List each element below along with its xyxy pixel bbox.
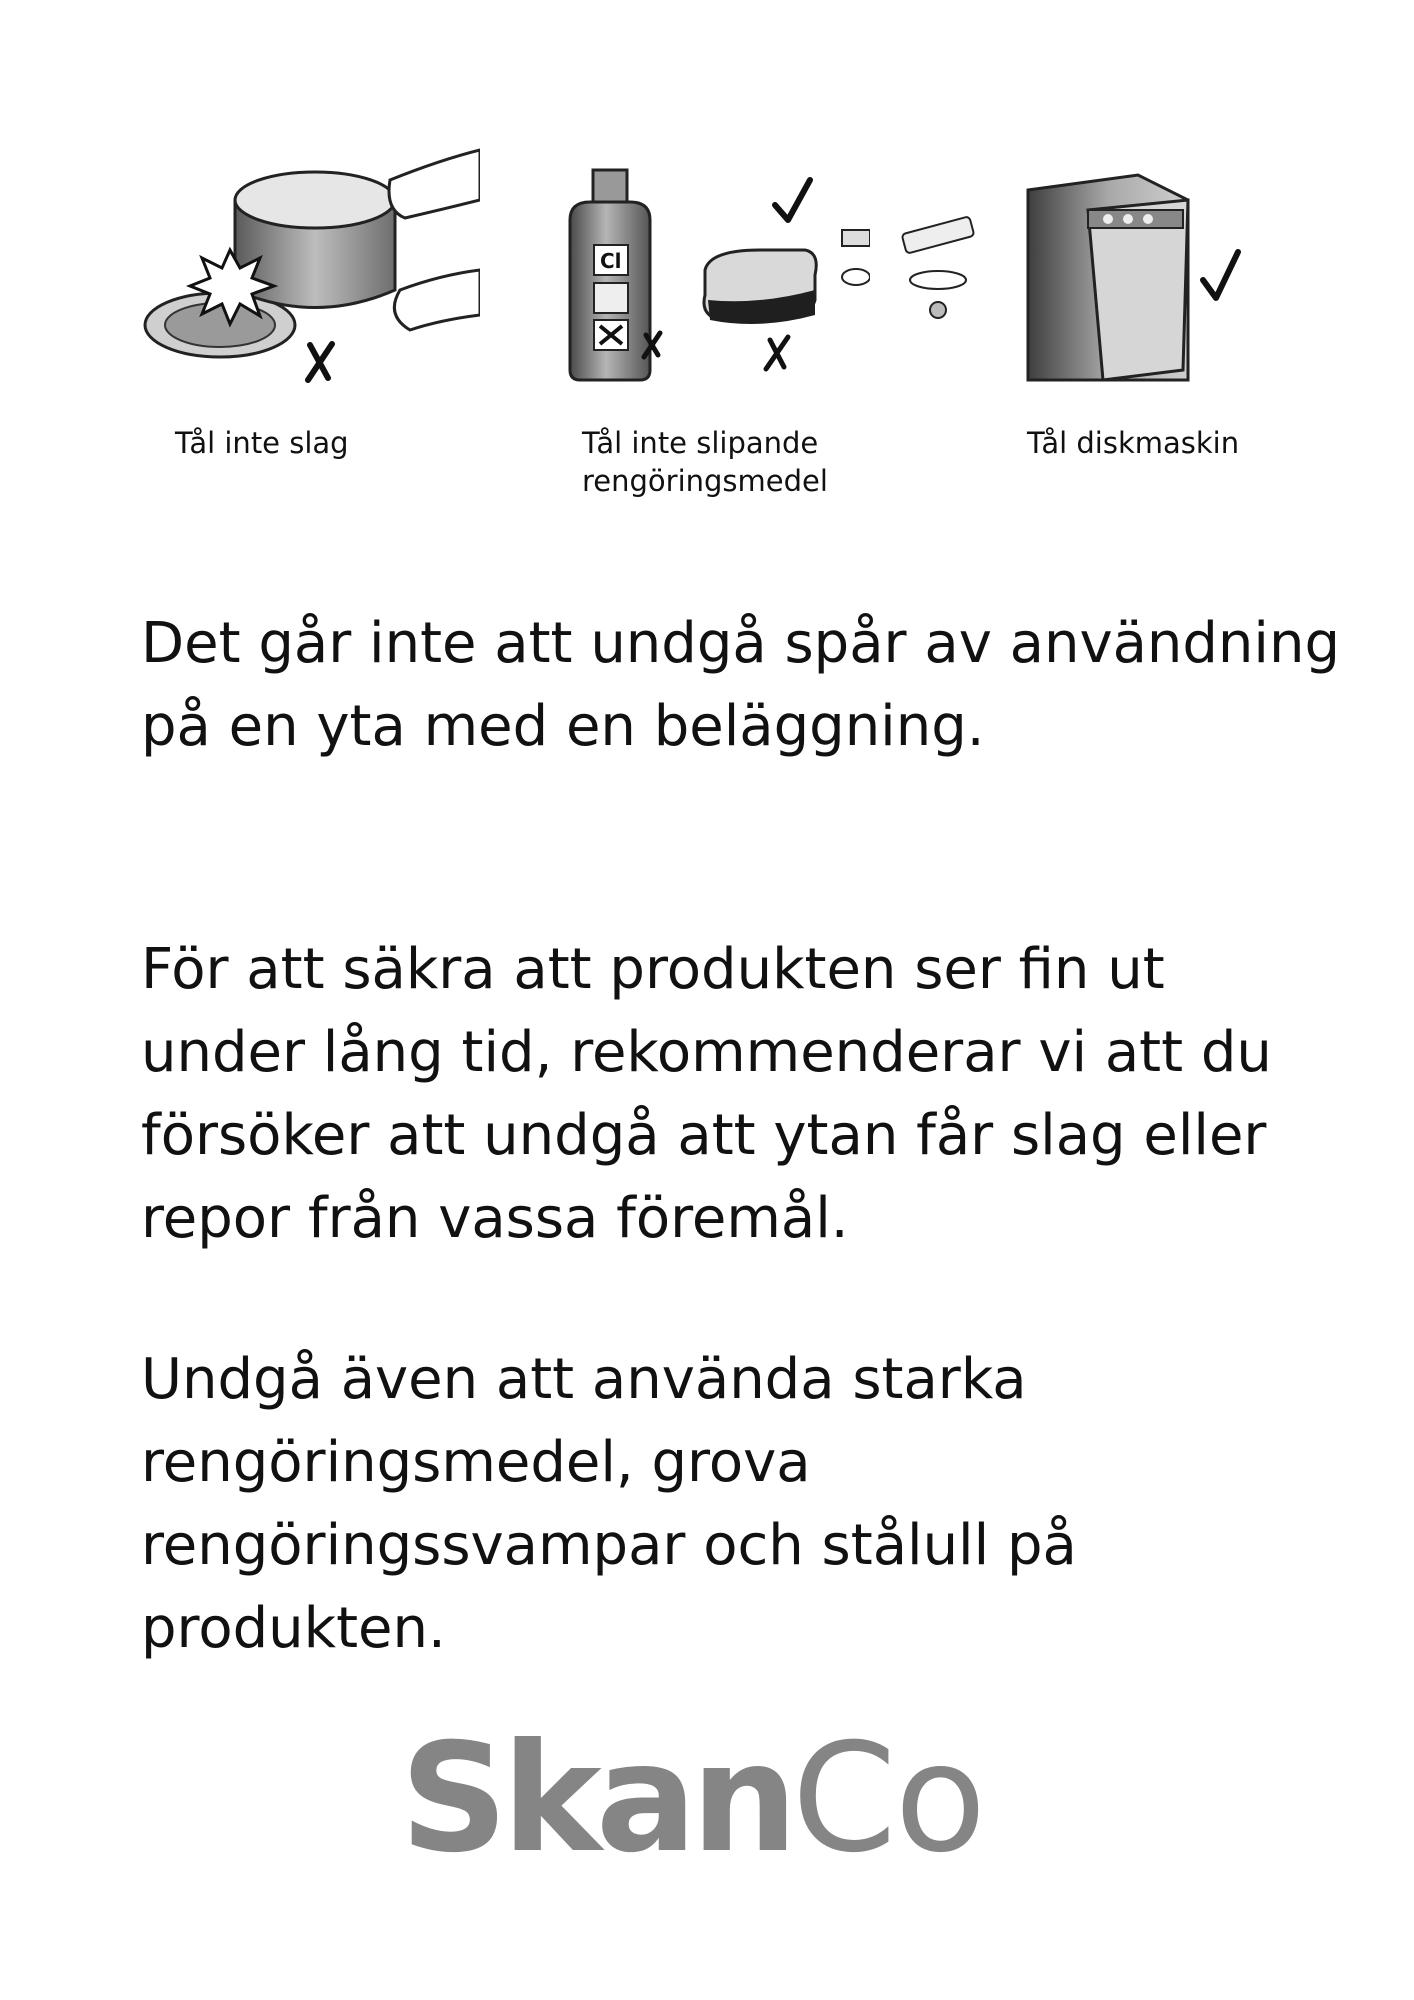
paragraph-avoid-cleaners: Undgå även att använda starka rengöringsmedel, grova rengöringssvampar och stålull på produkten. — [141, 1347, 1077, 1661]
caption-impact: Tål inte slag — [175, 426, 349, 460]
caption-dishwasher: Tål diskmaskin — [1027, 426, 1240, 460]
paragraph-wear: Det går inte att undgå spår av användning på en yta med en beläggning. — [141, 611, 1341, 759]
impact-pot-crossed-icon — [140, 140, 480, 390]
abrasive-cleaner-crossed-icon — [560, 165, 870, 390]
bottle-label: Cl — [600, 249, 622, 273]
paragraph-care-advice: För att säkra att produkten ser fin ut under lång tid, rekommenderar vi att du försöker att undgå att ytan får slag eller repor från vassa föremål. — [141, 937, 1272, 1251]
skanco-logo — [400, 1705, 1020, 1875]
caption-abrasive: Tål inte slipande rengöringsmedel — [582, 426, 828, 498]
svg-text:SkanCo: SkanCo — [400, 1712, 985, 1875]
dishwasher-check-icon — [898, 170, 1248, 390]
